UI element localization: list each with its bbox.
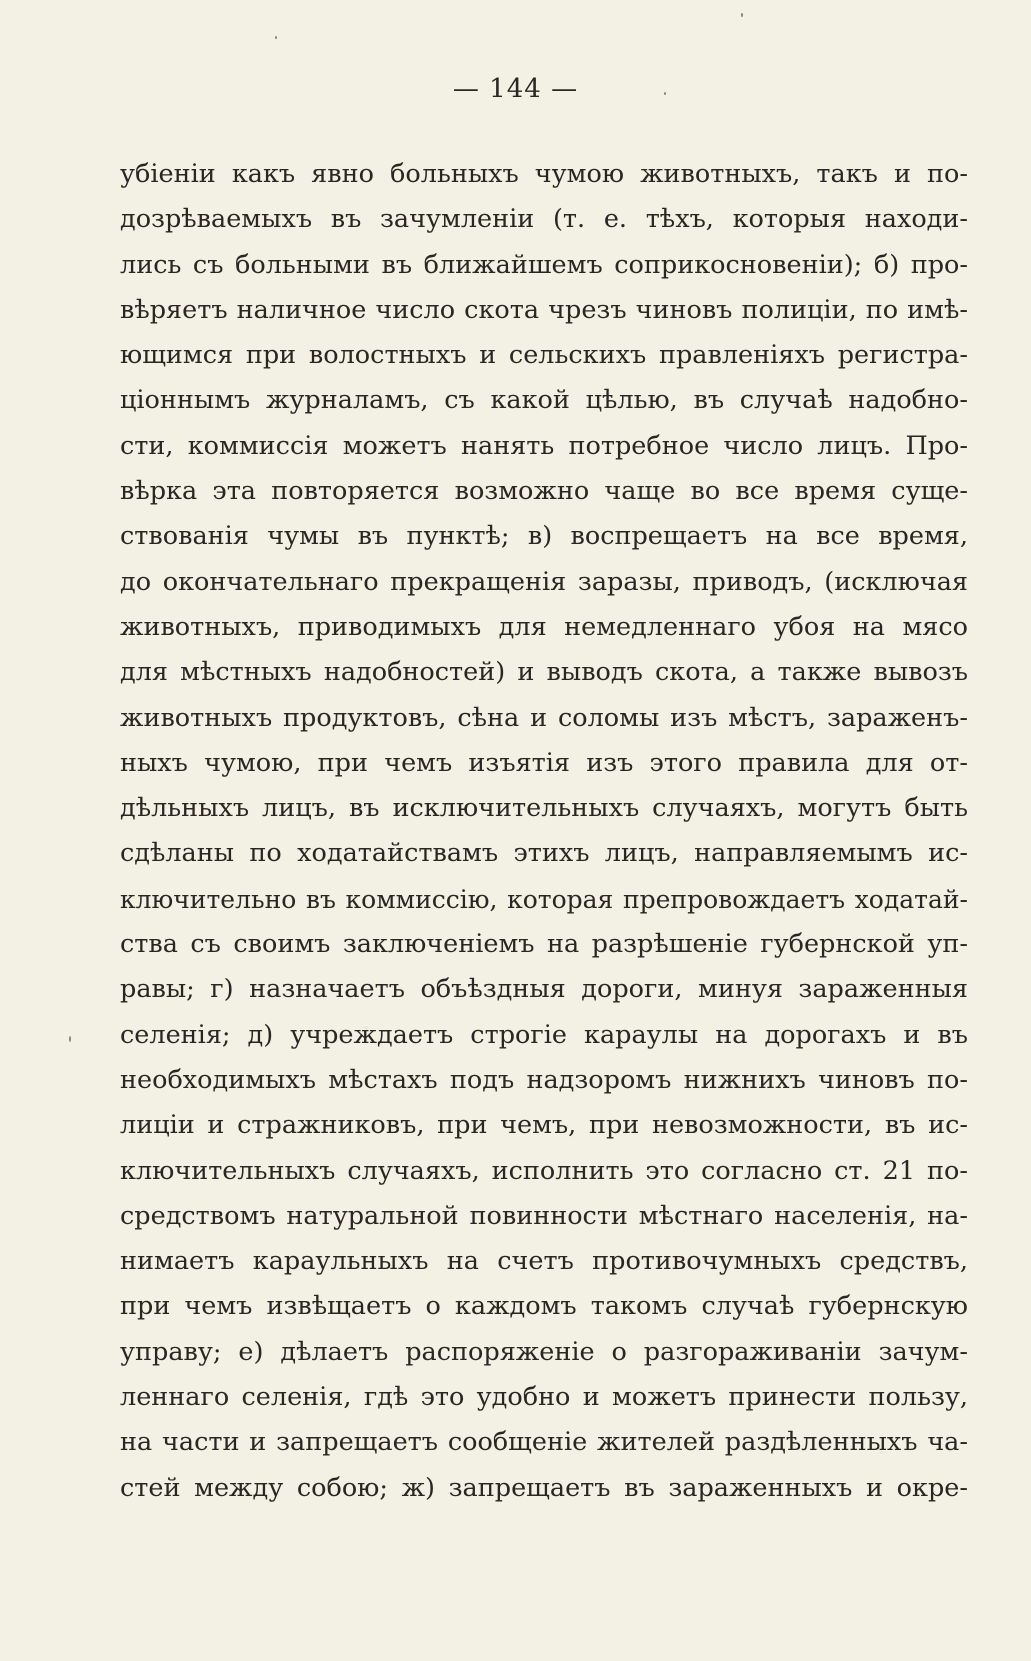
text-line: вѣряетъ наличное число скота чрезъ чиновъ полиціи, по имѣ-: [120, 294, 968, 325]
text-line: средствомъ натуральной повинности мѣстнаго населенія, на-: [120, 1200, 968, 1231]
text-line: для мѣстныхъ надобностей) и выводъ скота, а также вывозъ: [120, 657, 968, 688]
paper-speck: [275, 36, 277, 39]
text-line: стей между собою; ж) запрещаетъ въ зараженныхъ и окре-: [120, 1472, 968, 1503]
text-line: на части и запрещаетъ сообщеніе жителей раздѣленныхъ ча-: [120, 1427, 968, 1458]
text-line: нимаетъ караульныхъ на счетъ противочумныхъ средствъ,: [120, 1246, 968, 1277]
page-number: — 144 —: [452, 74, 579, 104]
text-line: до окончательнаго прекращенія заразы, приводъ, (исключая: [120, 566, 968, 597]
paper-speck: [69, 1036, 71, 1042]
text-line: лиціи и стражниковъ, при чемъ, при невозможности, въ ис-: [120, 1110, 968, 1141]
text-line: ціоннымъ журналамъ, съ какой цѣлью, въ случаѣ надобно-: [120, 385, 968, 416]
text-line: ключительно въ коммиссію, которая препровождаетъ ходатай-: [120, 884, 968, 914]
text-line: ства съ своимъ заключеніемъ на разрѣшеніе губернской уп-: [120, 929, 968, 960]
text-line: убіеніи какъ явно больныхъ чумою животныхъ, такъ и по-: [120, 159, 968, 189]
text-line: ключительныхъ случаяхъ, исполнить это согласно ст. 21 по-: [120, 1155, 968, 1186]
text-line: равы; г) назначаетъ объѣздныя дороги, минуя зараженныя: [120, 974, 968, 1005]
text-line: селенія; д) учреждаетъ строгіе караулы на дорогахъ и въ: [120, 1019, 968, 1050]
paper-speck: [664, 92, 666, 95]
body-text: [120, 152, 968, 1511]
text-line: лись съ больными въ ближайшемъ соприкосновеніи); б) про-: [120, 249, 968, 280]
text-line: дѣльныхъ лицъ, въ исключительныхъ случаяхъ, могутъ быть: [120, 793, 968, 824]
text-line: сти, коммиссія можетъ нанять потребное число лицъ. Про-: [120, 430, 968, 461]
text-line: животныхъ продуктовъ, сѣна и соломы изъ мѣстъ, зараженъ-: [120, 702, 968, 733]
text-line: при чемъ извѣщаетъ о каждомъ такомъ случаѣ губернскую: [120, 1291, 968, 1322]
text-line: вѣрка эта повторяется возможно чаще во все время суще-: [120, 476, 968, 507]
text-line: ющимся при волостныхъ и сельскихъ правленіяхъ регистра-: [120, 340, 968, 371]
text-line: ствованія чумы въ пунктѣ; в) воспрещаетъ на все время,: [120, 521, 968, 552]
text-line: сдѣланы по ходатайствамъ этихъ лицъ, направляемымъ ис-: [120, 838, 968, 869]
text-line: дозрѣваемыхъ въ зачумленіи (т. е. тѣхъ, которыя находи-: [120, 204, 968, 235]
paper-speck: [741, 13, 743, 17]
text-line: леннаго селенія, гдѣ это удобно и можетъ принести пользу,: [120, 1382, 968, 1413]
text-line: ныхъ чумою, при чемъ изъятія изъ этого правила для от-: [120, 747, 968, 778]
text-line: необходимыхъ мѣстахъ подъ надзоромъ нижнихъ чиновъ по-: [120, 1064, 968, 1095]
text-line: управу; е) дѣлаетъ распоряженіе о разгораживаніи зачум-: [120, 1336, 968, 1367]
text-line: животныхъ, приводимыхъ для немедленнаго убоя на мясо: [120, 611, 968, 642]
